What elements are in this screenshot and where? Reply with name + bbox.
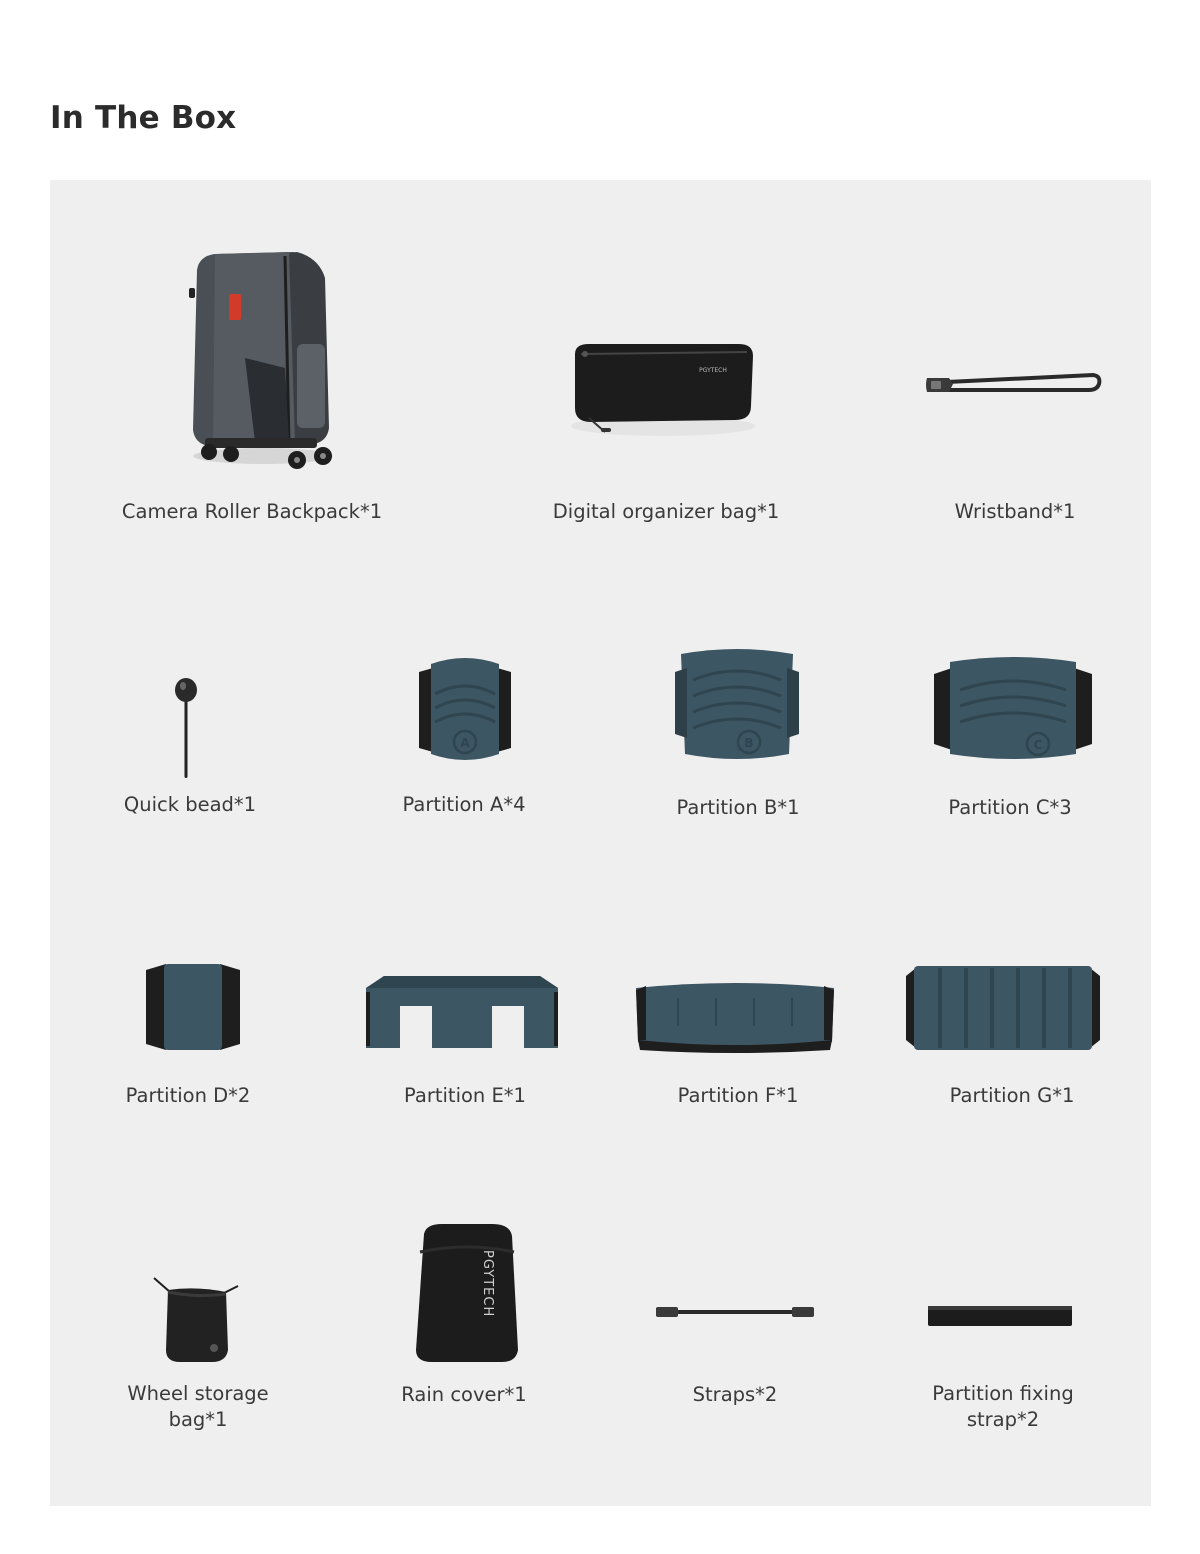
rain-cover-icon: [412, 1222, 522, 1364]
item-label: Partition A*4: [402, 793, 526, 816]
item-label: Partition C*3: [948, 796, 1072, 819]
partition-g-icon: [904, 964, 1102, 1052]
item-label: Wristband*1: [954, 500, 1076, 523]
partition-d-icon: [144, 962, 242, 1052]
brand-text: PGYTECH: [699, 367, 727, 374]
partition-mark: C: [1033, 738, 1043, 752]
partition-c-icon: [932, 654, 1094, 762]
item-label: Wheel storage bag*1: [127, 1382, 269, 1431]
item-label: Quick bead*1: [123, 793, 257, 816]
item-label: Partition B*1: [676, 796, 800, 819]
straps-icon: [656, 1303, 816, 1321]
item-label: Straps*2: [692, 1383, 778, 1406]
in-the-box-panel: [50, 180, 1151, 1506]
organizer-bag-icon: [565, 340, 760, 440]
item-label: Partition G*1: [949, 1084, 1075, 1107]
partition-mark: A: [460, 736, 470, 750]
partition-a-icon: [415, 654, 515, 764]
item-label: Partition fixing strap*2: [932, 1382, 1074, 1431]
partition-fixing-strap-icon: [926, 1304, 1074, 1328]
wristband-icon: [925, 370, 1103, 400]
item-label: Partition D*2: [125, 1084, 251, 1107]
partition-mark: B: [744, 736, 754, 750]
brand-text: PGYTECH: [480, 1250, 495, 1318]
page-title: In The Box: [50, 100, 237, 136]
item-label: Camera Roller Backpack*1: [121, 500, 383, 523]
item-label: Partition E*1: [404, 1084, 526, 1107]
item-label: Rain cover*1: [401, 1383, 527, 1406]
wheel-storage-bag-icon: [152, 1276, 240, 1366]
partition-b-icon: [671, 648, 803, 762]
partition-f-icon: [634, 978, 836, 1054]
item-label: Digital organizer bag*1: [552, 500, 780, 523]
quick-bead-icon: [172, 676, 202, 780]
partition-e-icon: [364, 972, 560, 1052]
item-label: Partition F*1: [677, 1084, 799, 1107]
roller-backpack-icon: [185, 248, 345, 478]
